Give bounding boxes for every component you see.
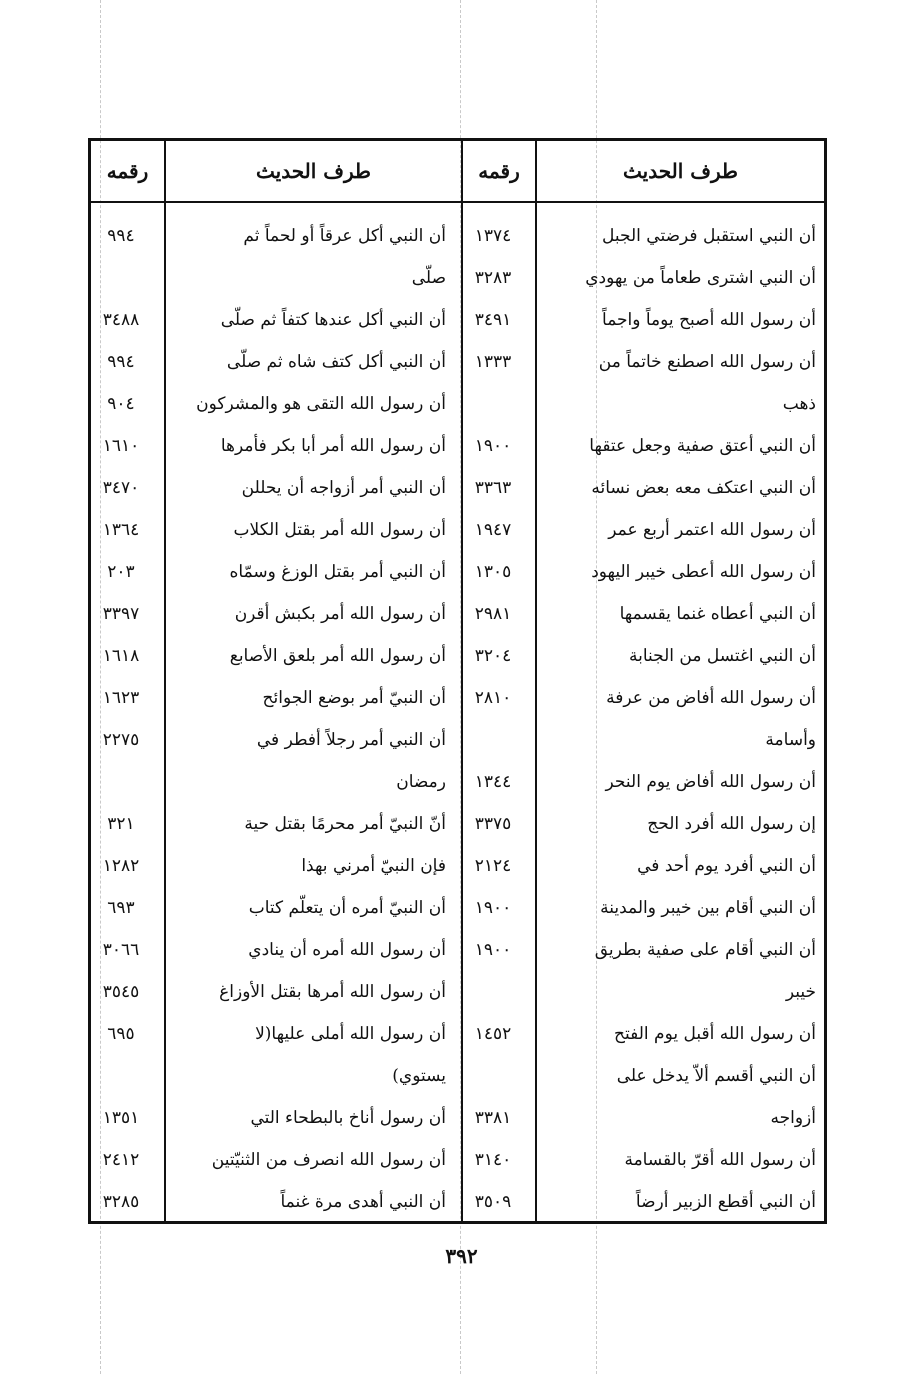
hadith-text-right: ذهب (782, 394, 816, 414)
hadith-number-right: ٢٩٨١ (474, 604, 512, 624)
hadith-text-left: يستوي) (392, 1066, 446, 1086)
hadith-text-right: خيبر (785, 982, 816, 1002)
hadith-number-right: ٣٥٠٩ (474, 1192, 512, 1212)
hadith-number-right: ٣٤٩١ (474, 310, 512, 330)
hadith-text-right: أن النبي أفرد يوم أحد في (637, 856, 816, 876)
hadith-text-left: فإن النبيّ أمرني بهذا (301, 856, 446, 876)
hadith-text-right: أن النبي اعتكف معه بعض نسائه (591, 478, 816, 498)
hadith-text-right: أن النبي أقطع الزبير أرضاً (635, 1192, 816, 1212)
hadith-number-right: ١٣٣٣ (474, 352, 512, 372)
hadith-number-left: ٣٢١ (107, 814, 135, 834)
hadith-number-left: ٣٤٨٨ (102, 310, 140, 330)
table-row (91, 1139, 824, 1181)
hadith-number-right: ٣٣٧٥ (474, 814, 512, 834)
hadith-text-left: أن النبي أكل عرقاً أو لحماً ثم (243, 226, 446, 246)
hadith-number-right: ٣٢٨٣ (474, 268, 512, 288)
hadith-number-right (458, 719, 528, 761)
hadith-number-left: ٣٤٧٠ (102, 478, 140, 498)
hadith-text-right: أن رسول الله أقبل يوم الفتح (614, 1024, 816, 1044)
hadith-text-right: أن النبي أقسم ألاّ يدخل على (616, 1066, 816, 1086)
hadith-index-table (88, 138, 827, 1224)
hadith-number-right: ١٣٧٤ (474, 226, 512, 246)
hadith-number-left: ١٦٢٣ (102, 688, 140, 708)
hadith-number-left: ٩٠٤ (107, 394, 135, 414)
hadith-text-right: أن رسول الله أعطى خيبر اليهود (591, 562, 816, 582)
hadith-number-left: ٢٢٧٥ (102, 730, 140, 750)
hadith-text-left: أن النبي أكل عندها كتفاً ثم صلّى (220, 310, 446, 330)
table-body (91, 215, 824, 1223)
table-row (91, 1055, 824, 1097)
table-row (91, 551, 824, 593)
hadith-number-right: ١٩٠٠ (474, 436, 512, 456)
hadith-text-right: إن رسول الله أفرد الحج (647, 814, 816, 834)
hadith-number-left (88, 257, 154, 299)
hadith-number-left: ٦٩٥ (107, 1024, 135, 1044)
hadith-text-right: أزواجه (770, 1108, 816, 1128)
page-number: ٣٩٢ (445, 1244, 478, 1268)
hadith-text-left: أن رسول الله التقى هو والمشركون (196, 394, 446, 414)
table-row (91, 929, 824, 971)
hadith-number-right: ١٣٤٤ (474, 772, 512, 792)
table-row (91, 845, 824, 887)
hadith-number-right: ٣٢٠٤ (474, 646, 512, 666)
header-hadith-text-right: طرف الحديث (623, 159, 738, 183)
hadith-number-left: ١٣٥١ (102, 1108, 140, 1128)
hadith-text-right: أن النبي اغتسل من الجنابة (628, 646, 816, 666)
hadith-text-right: أن رسول الله أفاض يوم النحر (605, 772, 816, 792)
header-number-right: رقمه (478, 159, 520, 183)
hadith-text-right: أن رسول الله أفاض من عرفة (606, 688, 816, 708)
table-row (91, 299, 824, 341)
hadith-text-right: أن النبي أعتق صفية وجعل عتقها (589, 436, 816, 456)
hadith-text-right: أن رسول الله أقرّ بالقسامة (624, 1150, 816, 1170)
header-hadith-text-left: طرف الحديث (256, 159, 371, 183)
hadith-number-right: ٣١٤٠ (474, 1150, 512, 1170)
hadith-text-left: أن رسول أناخ بالبطحاء التي (250, 1108, 446, 1128)
table-row (91, 257, 824, 299)
table-row (91, 341, 824, 383)
hadith-text-left: أن النبي أمر رجلاً أفطر في (256, 730, 446, 750)
hadith-text-left: رمضان (396, 772, 446, 792)
table-row (91, 1181, 824, 1223)
table-row (91, 761, 824, 803)
hadith-number-left (88, 1055, 154, 1097)
table-row (91, 425, 824, 467)
hadith-number-left: ١٦١٠ (102, 436, 140, 456)
table-row (91, 677, 824, 719)
hadith-number-right (458, 383, 528, 425)
hadith-number-left: ٣٥٤٥ (102, 982, 140, 1002)
table-row (91, 509, 824, 551)
hadith-text-right: أن النبي اشترى طعاماً من يهودي (585, 268, 816, 288)
table-row (91, 971, 824, 1013)
hadith-number-right (458, 971, 528, 1013)
hadith-text-left: أن النبيّ أمر بوضع الجوائح (262, 688, 446, 708)
hadith-text-left: أن النبيّ أمره أن يتعلّم كتاب (248, 898, 446, 918)
hadith-number-left: ٢٠٣ (107, 562, 135, 582)
hadith-number-left: ٣٠٦٦ (102, 940, 140, 960)
hadith-text-left: أن رسول الله أمر بلعق الأصابع (229, 646, 446, 666)
header-divider (91, 201, 824, 203)
hadith-number-left: ٢٤١٢ (102, 1150, 140, 1170)
hadith-text-right: أن النبي أعطاه غنما يقسمها (619, 604, 816, 624)
hadith-number-right: ٢٨١٠ (474, 688, 512, 708)
hadith-number-left: ٦٩٣ (107, 898, 135, 918)
hadith-text-left: أن رسول الله أمر بكبش أقرن (234, 604, 446, 624)
hadith-text-left: أن رسول الله أمرها بقتل الأوزاغ (219, 982, 446, 1002)
hadith-text-right: أن رسول الله أصبح يوماً واجماً (602, 310, 816, 330)
hadith-number-left: ١٢٨٢ (102, 856, 140, 876)
hadith-number-left (88, 761, 154, 803)
hadith-number-right: ١٣٠٥ (474, 562, 512, 582)
table-row (91, 593, 824, 635)
table-row (91, 1097, 824, 1139)
table-row (91, 803, 824, 845)
table-row (91, 635, 824, 677)
hadith-number-right: ٣٣٨١ (474, 1108, 512, 1128)
hadith-text-left: أن النبي أمر بقتل الوزغ وسمّاه (229, 562, 446, 582)
table-row (91, 1013, 824, 1055)
hadith-number-left: ٩٩٤ (107, 352, 135, 372)
table-row (91, 383, 824, 425)
hadith-text-right: أن النبي استقبل فرضتي الجبل (602, 226, 816, 246)
hadith-text-left: أنّ النبيّ أمر محرمًا بقتل حية (244, 814, 446, 834)
hadith-text-left: أن رسول الله أملى عليها(لا (255, 1024, 446, 1044)
hadith-text-left: أن رسول الله أمره أن ينادي (248, 940, 446, 960)
hadith-number-right: ١٤٥٢ (474, 1024, 512, 1044)
hadith-text-right: أن النبي أقام بين خيبر والمدينة (600, 898, 816, 918)
hadith-text-right: أن رسول الله اصطنع خاتماً من (598, 352, 816, 372)
hadith-number-left: ٣٢٨٥ (102, 1192, 140, 1212)
hadith-number-right: ٣٣٦٣ (474, 478, 512, 498)
hadith-number-right: ١٩٠٠ (474, 898, 512, 918)
hadith-number-right: ١٩٤٧ (474, 520, 512, 540)
hadith-number-left: ٩٩٤ (107, 226, 135, 246)
table-row (91, 467, 824, 509)
hadith-text-right: أن رسول الله اعتمر أربع عمر (608, 520, 816, 540)
hadith-text-left: أن رسول الله أمر أبا بكر فأمرها (220, 436, 446, 456)
hadith-number-left: ١٦١٨ (102, 646, 140, 666)
hadith-text-left: أن النبي أكل كتف شاه ثم صلّى (226, 352, 446, 372)
hadith-number-left: ١٣٦٤ (102, 520, 140, 540)
header-number-left: رقمه (106, 159, 149, 183)
hadith-text-left: أن النبي أمر أزواجه أن يحللن (241, 478, 446, 498)
table-row (91, 215, 824, 257)
hadith-text-right: وأسامة (765, 730, 816, 750)
hadith-text-left: أن رسول الله انصرف من الثنيّتين (211, 1150, 446, 1170)
hadith-number-right: ٢١٢٤ (474, 856, 512, 876)
hadith-number-right (458, 1055, 528, 1097)
hadith-text-left: أن النبي أهدى مرة غنماً (280, 1192, 446, 1212)
hadith-text-right: أن النبي أقام على صفية بطريق (594, 940, 816, 960)
hadith-number-left: ٣٣٩٧ (102, 604, 140, 624)
hadith-number-right: ١٩٠٠ (474, 940, 512, 960)
hadith-text-left: صلّى (411, 268, 446, 288)
table-row (91, 887, 824, 929)
hadith-text-left: أن رسول الله أمر بقتل الكلاب (233, 520, 446, 540)
table-row (91, 719, 824, 761)
